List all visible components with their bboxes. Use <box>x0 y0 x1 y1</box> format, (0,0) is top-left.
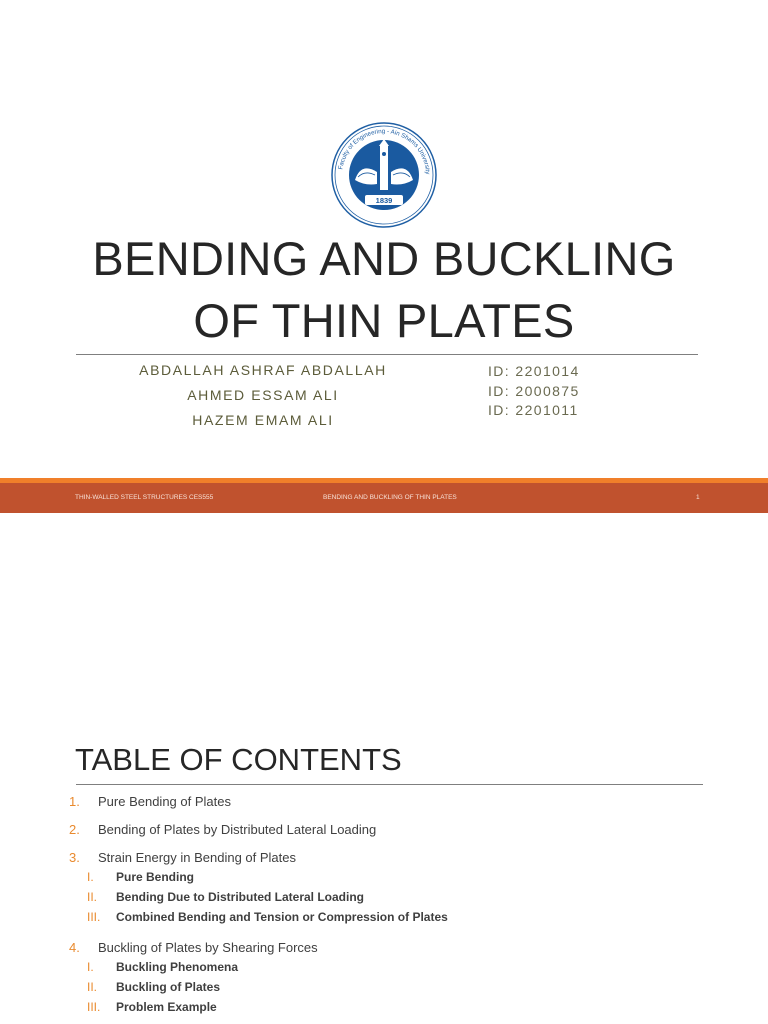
seal-year: 1839 <box>375 196 393 205</box>
footer-title: BENDING AND BUCKLING OF THIN PLATES <box>323 494 457 501</box>
toc-divider <box>76 784 703 785</box>
footer-course: THIN-WALLED STEEL STRUCTURES CES555 <box>75 494 214 501</box>
student-id: ID: 2201014 <box>488 363 580 379</box>
toc-item-label: Buckling of Plates by Shearing Forces <box>98 940 318 955</box>
title-line-1: BENDING AND BUCKLING <box>92 232 676 285</box>
footer-page-number: 1 <box>696 494 700 501</box>
toc-item-label: Pure Bending of Plates <box>98 794 231 809</box>
authors-list <box>118 358 408 433</box>
university-seal-logo <box>331 122 437 228</box>
title-line-2: OF THIN PLATES <box>193 294 575 347</box>
toc-subitem-number: III. <box>87 910 101 924</box>
toc-item-number: 2. <box>69 822 80 837</box>
toc-subitem-number: I. <box>87 960 94 974</box>
title-divider <box>76 354 698 355</box>
toc-subitem-number: I. <box>87 870 94 884</box>
toc-item-number: 1. <box>69 794 80 809</box>
toc-item-label: Bending of Plates by Distributed Lateral Loading <box>98 822 377 837</box>
toc-heading: TABLE OF CONTENTS <box>75 742 402 777</box>
toc-subitem-label: Buckling Phenomena <box>116 960 239 974</box>
student-id: ID: 2000875 <box>488 382 580 399</box>
toc-item-number: 3. <box>69 850 80 865</box>
student-ids <box>488 362 580 421</box>
toc-subitem-label: Pure Bending <box>116 870 195 884</box>
author-name: HAZEM EMAM ALI <box>192 412 334 428</box>
toc-subitem-label: Buckling of Plates <box>116 980 221 994</box>
toc-subitem-label: Bending Due to Distributed Lateral Loading <box>116 890 365 904</box>
toc-subitem-number: III. <box>87 1000 101 1014</box>
toc-subitem-label: Problem Example <box>116 1000 217 1014</box>
student-id: ID: 2201011 <box>488 402 579 418</box>
toc-item-label: Strain Energy in Bending of Plates <box>98 850 297 865</box>
toc-subitem-number: II. <box>87 980 98 994</box>
toc-item-number: 4. <box>69 940 80 955</box>
toc-subitem-label: Combined Bending and Tension or Compression of Plates <box>116 910 448 924</box>
seal-ring-text: Faculty of Engineering - Ain Shams University <box>337 127 432 175</box>
author-name: ABDALLAH ASHRAF ABDALLAH <box>139 362 387 378</box>
presentation-title <box>0 228 768 352</box>
toc-subitem-number: II. <box>87 890 98 904</box>
author-name: AHMED ESSAM ALI <box>187 387 339 403</box>
